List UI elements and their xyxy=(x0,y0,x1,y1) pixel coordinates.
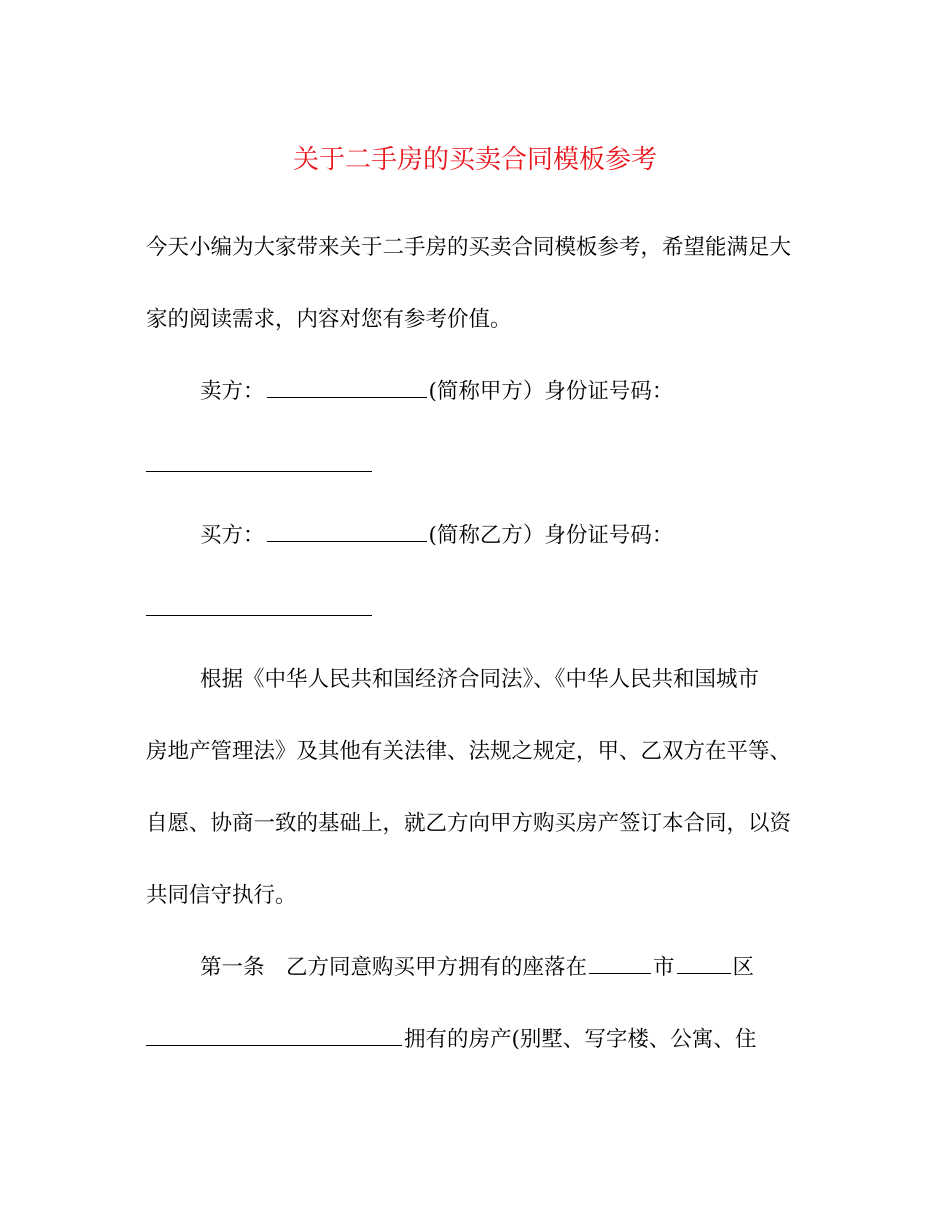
seller-label: 卖方： xyxy=(200,379,265,404)
basis-line-4: 共同信守执行。 xyxy=(146,883,297,908)
document-title: 关于二手房的买卖合同模板参考 xyxy=(292,145,657,175)
basis-line-1: 根据《中华人民共和国经济合同法》、《中华人民共和国城市 xyxy=(200,667,760,692)
article1-line-2 xyxy=(146,1024,806,1056)
city-field[interactable] xyxy=(589,955,651,974)
basis-line-3: 自愿、协商一致的基础上，就乙方向甲方购买房产签订本合同，以资 xyxy=(146,811,792,836)
address-field[interactable] xyxy=(146,1027,402,1046)
seller-name-field[interactable] xyxy=(267,379,427,398)
seller-suffix: (简称甲方）身份证号码： xyxy=(428,379,674,404)
buyer-id-field[interactable] xyxy=(146,615,372,616)
buyer-label: 买方： xyxy=(200,523,265,548)
intro-line-2: 家的阅读需求，内容对您有参考价值。 xyxy=(146,307,512,332)
district-label: 区 xyxy=(732,955,755,980)
intro-line-1: 今天小编为大家带来关于二手房的买卖合同模板参考，希望能满足大 xyxy=(146,235,792,260)
article1-prefix: 第一条 乙方同意购买甲方拥有的座落在 xyxy=(200,955,588,980)
district-field[interactable] xyxy=(677,955,731,974)
buyer-name-field[interactable] xyxy=(267,523,427,542)
article1-line-1 xyxy=(200,952,860,984)
buyer-line xyxy=(200,520,860,552)
seller-id-field[interactable] xyxy=(146,471,372,472)
seller-line xyxy=(200,376,860,408)
buyer-suffix: (简称乙方）身份证号码： xyxy=(428,523,674,548)
article1-line2-text: 拥有的房产(别墅、写字楼、公寓、住 xyxy=(404,1027,757,1052)
city-label: 市 xyxy=(653,955,675,980)
basis-line-2: 房地产管理法》及其他有关法律、法规之规定，甲、乙双方在平等、 xyxy=(146,739,792,764)
